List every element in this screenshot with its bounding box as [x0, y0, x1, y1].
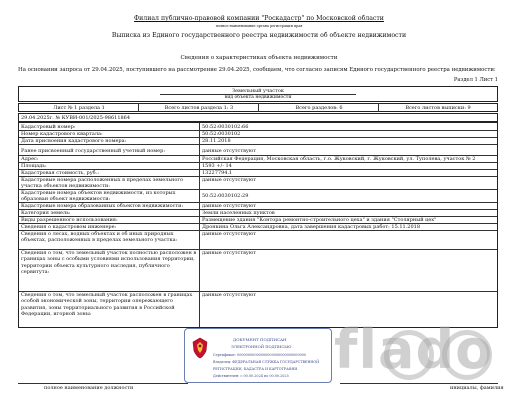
row-value: 50:52:0030102:66 [202, 123, 249, 130]
sheet-total-section: Всего листов раздела 1: 3 [164, 105, 234, 111]
row-label: Виды разрешенного использования: [21, 216, 118, 223]
row-divider [19, 162, 497, 163]
row-value: 1593 +/- 14 [202, 162, 232, 169]
row-label: Сведения о кадастровом инженере: [21, 223, 117, 230]
org-title: Филиал публично-правовой компании "Роскадастр" по Московской области [134, 15, 384, 22]
row-value: 50:52:0030102 [202, 130, 241, 137]
row-label: Кадастровая стоимость, руб.: [21, 169, 99, 176]
preamble-text: На основании запроса от 29.04.2025, поступившего на рассмотрение 29.04.2025, сообщаем, что согласно записям Единого государственного реестра недвижимости: [18, 67, 496, 73]
row-label: Адрес: [21, 155, 39, 162]
row-value: 28.11.2018 [202, 137, 231, 144]
row-value: Дронкина Ольга Александровна, дата завершения кадастровых работ: 15.11.2018 [202, 223, 421, 230]
row-value: данные отсутствуют [202, 292, 256, 298]
extract-id-row [18, 113, 498, 122]
stamp-certificate: Сертификат: 00000000000000000000000000000000 [213, 353, 307, 357]
stamp-validity: Действителен: с 00.00.2024 по 00.00.2025 [213, 374, 289, 378]
row-value: Земли населенных пунктов [202, 209, 275, 216]
stamp-owner-cont: РЕГИСТРАЦИИ, КАДАСТРА И КАРТОГРАФИИ [213, 367, 298, 371]
row-value: данные отсутствуют [202, 148, 256, 154]
row-label: Номер кадастрового квартала: [21, 130, 103, 137]
row-label: Сведения о том, что земельный участок полностью расположен в границах зоны с особыми условиями использования территории, территории объекта культурного наследия, публичного сервитута: [21, 250, 197, 276]
row-label: Категория земель: [21, 209, 71, 216]
row-label: Кадастровые номера объектов недвижимости, из которых образован объект недвижимости: [21, 189, 176, 202]
row-value: данные отсутствуют [202, 176, 256, 183]
stamp-title: ДОКУМЕНТ ПОДПИСАН [233, 337, 287, 342]
row-label: Сведения о лесах, водных объектах и об иных природных объектах, расположенных в пределах земельного участка: [21, 230, 178, 243]
sheet-divider [138, 103, 139, 112]
section-label: Раздел 1 Лист 1 [453, 77, 498, 83]
row-label: Сведения о том, что земельный участок расположен в границах особой экономической зоны, территории опережающего развития, зоны территориального развития в Российской Федерации, игорной зоны: [21, 292, 193, 318]
footer-name-caption: инициалы, фамилия [450, 385, 504, 391]
watermark-text: flado [334, 318, 494, 381]
footer-position-caption: полное наименование должности [44, 385, 134, 391]
data-table [18, 122, 498, 328]
footer-line-left [18, 383, 188, 384]
sheet-divider [258, 103, 259, 112]
document-subtitle: Сведения о характеристиках объекта недвижимости [180, 55, 338, 61]
row-value: данные отсутствуют [202, 230, 256, 237]
row-label: Кадастровые номера расположенных в пределах земельного участка объектов недвижимости: [21, 176, 184, 189]
row-value: 50:52:0030102:29 [202, 193, 249, 199]
row-label: Дата присвоения кадастрового номера: [21, 137, 127, 144]
row-label: Ранее присвоенный государственный учетный номер: [21, 148, 166, 154]
watermark-logo [330, 316, 506, 394]
object-type: Земельный участок [232, 88, 284, 94]
underline [160, 94, 356, 95]
row-value: Российская Федерация, Московская область, г.о. Жуковский, г. Жуковский, ул. Туполева, участок № 2 [202, 155, 476, 162]
signature-stamp [184, 328, 332, 383]
sheet-sections: Всего разделов: 6 [295, 105, 343, 111]
stamp-subtitle: ЭЛЕКТРОННОЙ ПОДПИСЬЮ [231, 344, 292, 349]
column-divider [199, 123, 200, 327]
document-title: Выписка из Единого государственного реестра недвижимости об объекте недвижимости [111, 32, 407, 39]
stamp-owner: Владелец: ФЕДЕРАЛЬНАЯ СЛУЖБА ГОСУДАРСТВЕННОЙ [213, 360, 320, 364]
emblem-icon [191, 337, 209, 359]
row-value: Размещение здания "Контора ремонтно-строительного цеха" и здания "Столярный цех" [202, 216, 437, 223]
row-divider [19, 144, 497, 145]
sheet-divider [378, 103, 379, 112]
row-label: Кадастровые номера образованных объектов недвижимости: [21, 202, 184, 209]
row-value: данные отсутствуют [202, 202, 256, 209]
sheet-total-extract: Всего листов выписки: 9 [405, 105, 471, 111]
row-value: данные отсутствуют [202, 250, 256, 256]
object-type-caption: вид объекта недвижимости [224, 95, 292, 100]
extract-id: 29.04.2025г. № КУВИ-001/2025-98611864 [21, 115, 131, 121]
row-value: 13227794.1 [202, 169, 233, 176]
org-caption: полное наименование органа регистрации прав [215, 24, 303, 28]
row-label: Площадь: [21, 162, 47, 169]
sheet-number: Лист № 1 раздела 1 [53, 105, 105, 111]
row-label: Кадастровый номер: [21, 123, 76, 130]
